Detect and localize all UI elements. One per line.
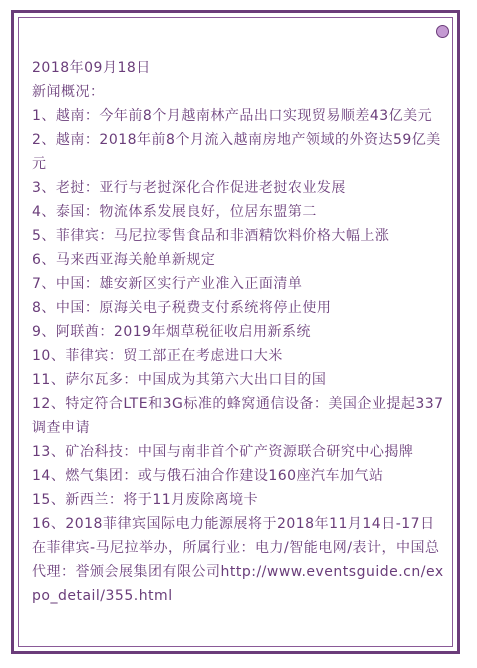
news-item: 8、中国：原海关电子税费支付系统将停止使用 xyxy=(32,300,332,316)
decorative-dot-icon xyxy=(436,25,449,38)
news-item: 7、中国：雄安新区实行产业准入正面清单 xyxy=(32,276,303,292)
news-item: 2、越南：2018年前8个月流入越南房地产领域的外资达59亿美元 xyxy=(32,132,441,172)
news-content xyxy=(32,56,444,608)
news-item: 12、特定符合LTE和3G标准的蜂窝通信设备：美国企业提起337调查申请 xyxy=(32,396,444,436)
news-item: 13、矿冶科技：中国与南非首个矿产资源联合研究中心揭牌 xyxy=(32,444,414,460)
news-item: 10、菲律宾：贸工部正在考虑进口大米 xyxy=(32,348,283,364)
news-item: 3、老挝：亚行与老挝深化合作促进老挝农业发展 xyxy=(32,180,346,196)
news-item: 15、新西兰：将于11月废除离境卡 xyxy=(32,492,259,508)
news-item: 11、萨尔瓦多：中国成为其第六大出口目的国 xyxy=(32,372,327,388)
news-list xyxy=(32,104,444,608)
news-item: 14、燃气集团：或与俄石油合作建设160座汽车加气站 xyxy=(32,468,384,484)
news-heading: 新闻概况： xyxy=(32,84,105,100)
news-item: 1、越南：今年前8个月越南林产品出口实现贸易顺差43亿美元 xyxy=(32,108,433,124)
news-item: 16、2018菲律宾国际电力能源展将于2018年11月14日-17日在菲律宾-马尼拉举办，所属行业：电力/智能电网/表计，中国总代理：誉颁会展集团有限公司http://www.eventsguide.cn/expo_detail/355.html xyxy=(32,516,444,604)
news-item: 4、泰国：物流体系发展良好，位居东盟第二 xyxy=(32,204,317,220)
news-item: 9、阿联酋：2019年烟草税征收启用新系统 xyxy=(32,324,312,340)
news-date: 2018年09月18日 xyxy=(32,60,151,76)
news-item: 6、马来西亚海关舱单新规定 xyxy=(32,252,216,268)
news-item: 5、菲律宾：马尼拉零售食品和非酒精饮料价格大幅上涨 xyxy=(32,228,390,244)
